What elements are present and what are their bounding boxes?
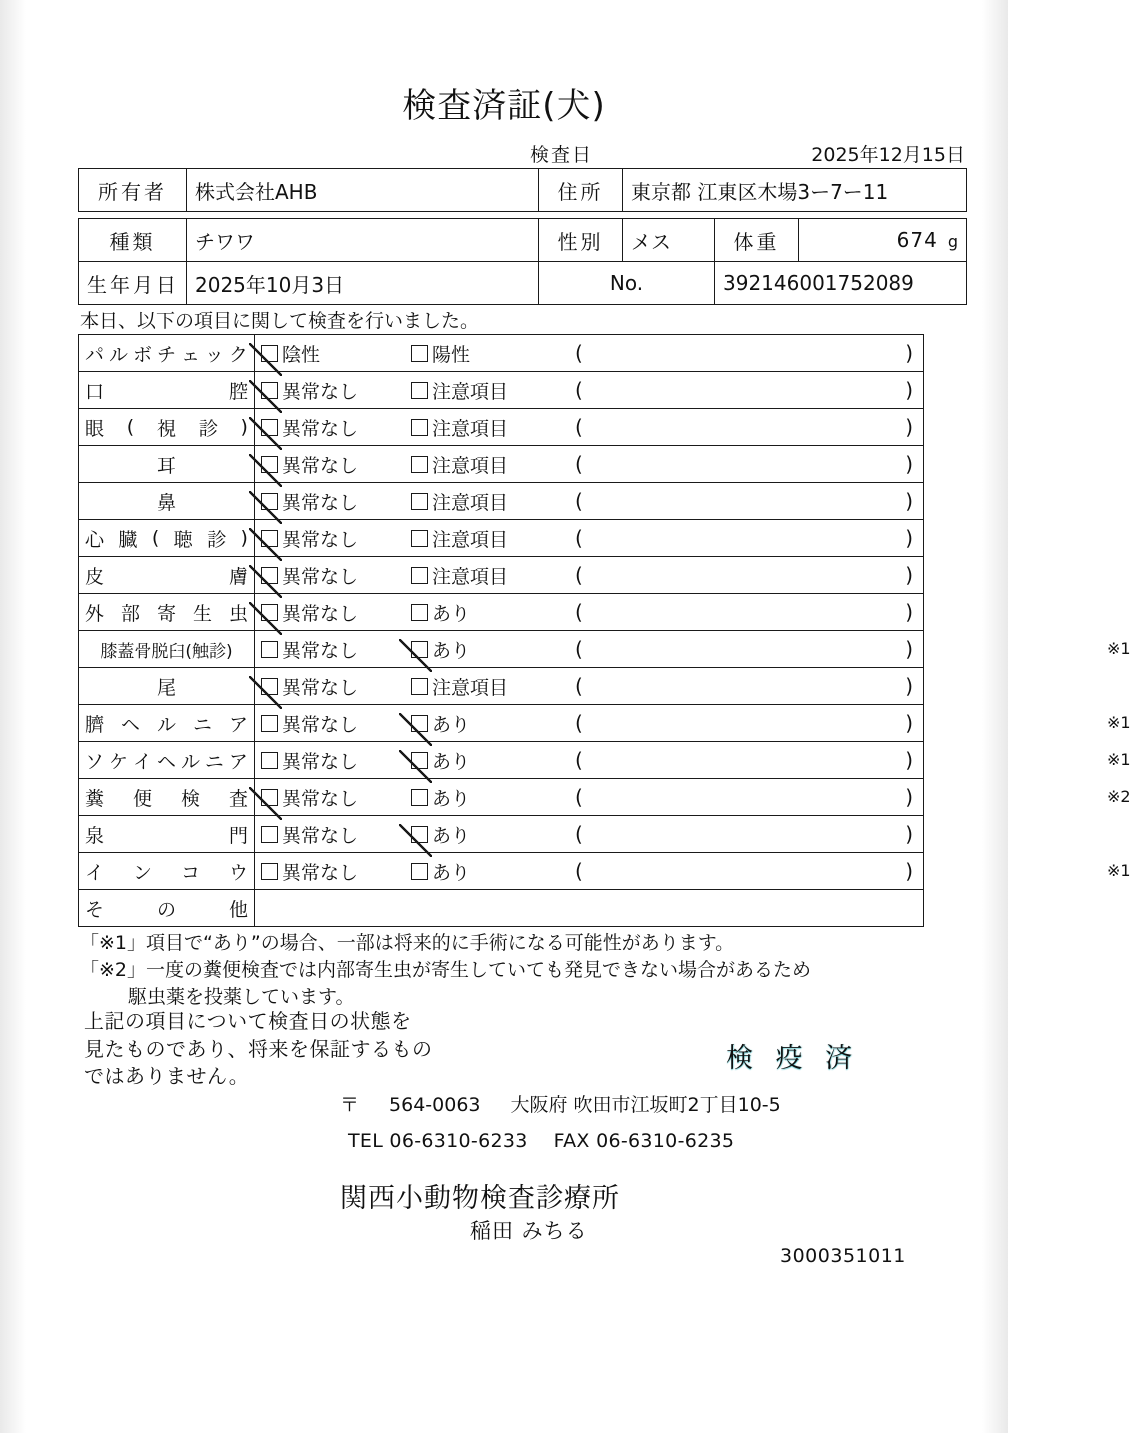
checklist-row-label-cell (79, 372, 255, 409)
checklist-row-label-cell (79, 742, 255, 779)
owner-label: 所有者 (79, 169, 187, 212)
inspection-checklist (78, 334, 1131, 927)
checkbox-option-b[interactable] (411, 414, 561, 441)
checkbox-checked-icon[interactable] (261, 493, 278, 510)
checklist-row (79, 372, 924, 409)
checkbox-option-label: 陰性 (282, 343, 321, 366)
checkbox-option-label: 注意項目 (432, 454, 509, 477)
remark-paren-open: ( (575, 785, 583, 809)
checklist-row-label: ソ ケ イ ヘ ル ニ ア (85, 750, 248, 773)
checklist-row-label-cell (79, 631, 255, 668)
checkbox-option-b[interactable] (411, 858, 561, 885)
remark-paren-close: ) (905, 674, 913, 698)
checkbox-option-label: 異常なし (282, 454, 359, 477)
checklist-row-options-cell (255, 483, 924, 520)
checkbox-option-label: 異常なし (282, 565, 359, 588)
checkbox-option-a[interactable] (261, 488, 411, 515)
remark-paren-close: ) (905, 489, 913, 513)
checkbox-option-label: あり (432, 787, 471, 810)
checklist-row-label-cell (79, 409, 255, 446)
checkbox-option-label: 注意項目 (432, 528, 509, 551)
checklist-row (79, 890, 924, 927)
checklist-row (79, 409, 924, 446)
remark-paren-close: ) (905, 452, 913, 476)
clinic-address (340, 1090, 781, 1117)
checklist-row-options-cell (255, 853, 1131, 890)
postal-code: 564-0063 (389, 1094, 481, 1116)
checkbox-icon[interactable] (411, 493, 428, 510)
checklist-row (79, 816, 924, 853)
checklist-row-label: 泉 門 (85, 824, 248, 847)
exam-date-value: 2025年12月15日 (811, 144, 965, 166)
checkbox-checked-icon[interactable] (261, 419, 278, 436)
address-value: 東京都 江東区木場3ー7ー11 (623, 169, 967, 212)
checkbox-icon[interactable] (411, 419, 428, 436)
checkbox-option-b[interactable] (411, 488, 561, 515)
clinic-tel: TEL 06-6310-6233 (348, 1130, 528, 1152)
checklist-row (79, 779, 924, 816)
remark-paren-open: ( (575, 526, 583, 550)
checkbox-option-a[interactable] (261, 451, 411, 478)
weight-label: 体重 (715, 219, 799, 262)
checkbox-option-label: 異常なし (282, 676, 359, 699)
registration-no-value: 392146001752089 (715, 262, 967, 305)
checkbox-icon[interactable] (411, 382, 428, 399)
remark-paren-open: ( (575, 489, 583, 513)
checkbox-checked-icon[interactable] (261, 456, 278, 473)
veterinarian-name: 稲田 みちる (470, 1219, 588, 1243)
checklist-row (79, 335, 924, 372)
checklist-row-label-cell (79, 446, 255, 483)
disclaimer-line-2: 見たものであり、将来を保証するもの (84, 1036, 433, 1061)
checkbox-option-label: あり (432, 861, 471, 884)
table-row (79, 169, 967, 212)
clinic-contact (348, 1130, 734, 1152)
footnote-marker: ※1 (1107, 861, 1131, 880)
checklist-row-options-cell (255, 779, 1131, 816)
checkbox-option-b[interactable] (411, 673, 561, 700)
checkbox-icon[interactable] (411, 863, 428, 880)
checkbox-option-label: 異常なし (282, 639, 359, 662)
disclaimer-line-1: 上記の項目について検査日の状態を (84, 1009, 412, 1033)
checklist-row (79, 853, 924, 890)
checklist-row (79, 705, 924, 742)
checkbox-option-b[interactable] (411, 784, 561, 811)
remark-paren-close: ) (905, 785, 913, 809)
checkbox-option-label: 異常なし (282, 491, 359, 514)
checklist-row-label-cell (79, 890, 255, 927)
clinic-address-text: 大阪府 吹田市江坂町2丁目10-5 (510, 1094, 781, 1116)
checkbox-option-a[interactable] (261, 784, 411, 811)
checklist-row-label: 心 臓 ( 聴 診 ) (85, 527, 248, 551)
checklist-row (79, 742, 924, 779)
clinic-fax: FAX 06-6310-6235 (553, 1130, 735, 1152)
remark-paren-close: ) (905, 526, 913, 550)
checklist-row-label-cell (79, 483, 255, 520)
checkbox-icon[interactable] (261, 641, 278, 658)
checklist-row (79, 446, 924, 483)
checkbox-option-b[interactable] (411, 636, 561, 663)
weight-unit: g (947, 232, 958, 251)
remark-paren-open: ( (575, 341, 583, 365)
owner-value: 株式会社AHB (187, 169, 539, 212)
checklist-row-label: イ ン コ ウ (85, 861, 248, 884)
checklist-row (79, 594, 924, 631)
birthdate-value: 2025年10月3日 (187, 262, 539, 305)
remark-paren-open: ( (575, 748, 583, 772)
checkbox-checked-icon[interactable] (261, 567, 278, 584)
checklist-row-label: パ ル ボ チ ェ ッ ク (85, 343, 248, 366)
remark-paren-open: ( (575, 563, 583, 587)
checkbox-icon[interactable] (411, 789, 428, 806)
checklist-row-label-cell (79, 520, 255, 557)
remark-paren-close: ) (905, 378, 913, 402)
checkbox-option-a[interactable] (261, 747, 411, 774)
checkbox-option-a[interactable] (261, 562, 411, 589)
checkbox-option-label: 異常なし (282, 417, 359, 440)
footnote-marker: ※2 (1107, 787, 1131, 806)
checklist-row (79, 668, 924, 705)
checkbox-checked-icon[interactable] (411, 826, 428, 843)
checkbox-option-b[interactable] (411, 525, 561, 552)
remark-paren-open: ( (575, 452, 583, 476)
page-title: 検査済証(犬) (402, 86, 606, 126)
checklist-row (79, 631, 924, 668)
birthdate-label: 生年月日 (79, 262, 187, 305)
animal-detail-table (78, 218, 967, 305)
footnote-marker: ※1 (1107, 750, 1131, 769)
checklist-row-label-cell (79, 668, 255, 705)
checkbox-icon[interactable] (411, 604, 428, 621)
checklist-row-label: 耳 (156, 454, 176, 477)
checkbox-option-label: あり (432, 602, 471, 625)
checklist-row-options-cell (255, 816, 924, 853)
table-row (79, 219, 967, 262)
registration-no-label: No. (539, 262, 715, 305)
checkbox-option-label: あり (432, 713, 471, 736)
remark-paren-open: ( (575, 822, 583, 846)
exam-date-label: 検査日 (530, 144, 594, 166)
checkbox-icon[interactable] (261, 752, 278, 769)
footnote-2: 「※2」一度の糞便検査では内部寄生虫が寄生していても発見できない場合があるため (80, 958, 812, 981)
checklist-row-options-cell (255, 890, 924, 927)
footnote-2-cont: 駆虫薬を投薬しています。 (128, 985, 355, 1008)
scan-edge-right (982, 0, 1008, 1433)
footnotes (80, 930, 811, 1011)
checklist-row-options-cell (255, 520, 924, 557)
checkbox-icon[interactable] (411, 345, 428, 362)
checkbox-option-a[interactable] (261, 414, 411, 441)
checklist-row-options-cell (255, 372, 924, 409)
remark-paren-open: ( (575, 378, 583, 402)
checkbox-option-label: 異常なし (282, 861, 359, 884)
checkbox-option-b[interactable] (411, 340, 561, 367)
checkbox-option-a[interactable] (261, 636, 411, 663)
checklist-row-label-cell (79, 335, 255, 372)
checklist-row-label-cell (79, 705, 255, 742)
weight-value-cell (799, 219, 967, 262)
checkbox-icon[interactable] (261, 863, 278, 880)
checklist-row-label: 鼻 (156, 491, 176, 514)
remark-paren-open: ( (575, 600, 583, 624)
footnote-marker: ※1 (1107, 713, 1131, 732)
checkbox-option-a[interactable] (261, 673, 411, 700)
checklist-row-label: そ の 他 (85, 898, 248, 921)
checklist-row-options-cell (255, 409, 924, 446)
remark-paren-close: ) (905, 748, 913, 772)
remark-paren-open: ( (575, 415, 583, 439)
checkbox-option-label: あり (432, 750, 471, 773)
checkbox-checked-icon[interactable] (411, 641, 428, 658)
checklist-row (79, 520, 924, 557)
quarantine-stamp: 検 疫 済 (726, 1043, 860, 1074)
checkbox-option-a[interactable] (261, 858, 411, 885)
checkbox-option-label: あり (432, 639, 471, 662)
checklist-row-label: 臍 ヘ ル ニ ア (85, 713, 248, 736)
checkbox-option-label: 陽性 (432, 343, 471, 366)
checklist-row-options-cell (255, 631, 1131, 668)
checklist-row-options-cell (255, 668, 924, 705)
checklist-row-label: 尾 (156, 676, 176, 699)
checkbox-icon[interactable] (411, 567, 428, 584)
checklist-row (79, 557, 924, 594)
checkbox-option-a[interactable] (261, 340, 411, 367)
checkbox-option-label: 異常なし (282, 528, 359, 551)
checkbox-option-label: 異常なし (282, 602, 359, 625)
checkbox-option-a[interactable] (261, 377, 411, 404)
weight-value: 674 (896, 228, 938, 252)
checkbox-option-label: 異常なし (282, 750, 359, 773)
breed-label: 種類 (79, 219, 187, 262)
checkbox-option-b[interactable] (411, 562, 561, 589)
checkbox-option-label: 異常なし (282, 787, 359, 810)
disclaimer-line-3: ではありません。 (84, 1064, 250, 1089)
sex-value: メス (623, 219, 715, 262)
checklist-row-label: 皮 膚 (85, 565, 248, 588)
checkbox-option-label: あり (432, 824, 471, 847)
checklist-row-options-cell (255, 594, 924, 631)
remark-paren-close: ) (905, 711, 913, 735)
checklist-row (79, 483, 924, 520)
checkbox-option-a[interactable] (261, 525, 411, 552)
remark-paren-close: ) (905, 859, 913, 883)
checkbox-icon[interactable] (411, 678, 428, 695)
sex-label: 性別 (539, 219, 623, 262)
checklist-row-label-cell (79, 557, 255, 594)
remark-paren-close: ) (905, 637, 913, 661)
remark-paren-open: ( (575, 859, 583, 883)
checkbox-checked-icon[interactable] (411, 715, 428, 732)
checkbox-checked-icon[interactable] (261, 789, 278, 806)
lead-in-text: 本日、以下の項目に関して検査を行いました。 (80, 310, 480, 332)
checklist-row-label-cell (79, 853, 255, 890)
checkbox-option-b[interactable] (411, 451, 561, 478)
checklist-row-options-cell (255, 742, 1131, 779)
checkbox-option-label: 異常なし (282, 713, 359, 736)
checkbox-option-b[interactable] (411, 377, 561, 404)
checkbox-checked-icon[interactable] (261, 678, 278, 695)
clinic-name: 関西小動物検査診療所 (340, 1183, 620, 1214)
checkbox-icon[interactable] (411, 456, 428, 473)
owner-table (78, 168, 967, 212)
checklist-row-options-cell (255, 557, 924, 594)
checklist-row-label-cell (79, 779, 255, 816)
postal-symbol: 〒 (340, 1094, 360, 1116)
remark-paren-close: ) (905, 563, 913, 587)
remark-paren-close: ) (905, 341, 913, 365)
checklist-row-options-cell (255, 446, 924, 483)
checkbox-option-label: 注意項目 (432, 491, 509, 514)
checklist-row-label: 膝蓋骨脱臼(触診) (100, 641, 233, 662)
checkbox-option-b[interactable] (411, 821, 561, 848)
remark-paren-close: ) (905, 600, 913, 624)
checkbox-icon[interactable] (411, 530, 428, 547)
checkbox-option-b[interactable] (411, 710, 561, 737)
checkbox-option-b[interactable] (411, 599, 561, 626)
checkbox-option-label: 注意項目 (432, 380, 509, 403)
checklist-row-options-cell (255, 335, 924, 372)
checkbox-checked-icon[interactable] (261, 530, 278, 547)
checkbox-icon[interactable] (261, 826, 278, 843)
checkbox-option-label: 異常なし (282, 380, 359, 403)
checkbox-option-a[interactable] (261, 821, 411, 848)
remark-paren-open: ( (575, 711, 583, 735)
remark-paren-close: ) (905, 415, 913, 439)
footnote-1: 「※1」項目で“あり”の場合、一部は将来的に手術になる可能性があります。 (80, 932, 735, 954)
checklist-row-label: 糞 便 検 査 (85, 787, 248, 810)
checklist-row-label: 外 部 寄 生 虫 (85, 602, 248, 625)
checkbox-option-a[interactable] (261, 599, 411, 626)
checkbox-checked-icon[interactable] (261, 345, 278, 362)
exam-date-row (530, 140, 965, 167)
checkbox-option-b[interactable] (411, 747, 561, 774)
disclaimer-text (84, 1008, 433, 1091)
checkbox-option-label: 注意項目 (432, 676, 509, 699)
scan-edge-left (0, 0, 26, 1433)
checkbox-option-label: 異常なし (282, 824, 359, 847)
checkbox-option-a[interactable] (261, 710, 411, 737)
checkbox-checked-icon[interactable] (411, 752, 428, 769)
remark-paren-close: ) (905, 822, 913, 846)
checkbox-icon[interactable] (261, 715, 278, 732)
remark-paren-open: ( (575, 637, 583, 661)
checklist-row-label-cell (79, 816, 255, 853)
checkbox-checked-icon[interactable] (261, 604, 278, 621)
document-reference-number: 3000351011 (780, 1245, 906, 1267)
footnote-marker: ※1 (1107, 639, 1131, 658)
checklist-row-label: 口 腔 (85, 380, 248, 403)
checkbox-option-label: 注意項目 (432, 417, 509, 440)
breed-value: チワワ (187, 219, 539, 262)
checklist-row-label-cell (79, 594, 255, 631)
table-row (79, 262, 967, 305)
checkbox-option-label: 注意項目 (432, 565, 509, 588)
remark-paren-open: ( (575, 674, 583, 698)
checklist-row-label: 眼 ( 視 診 ) (85, 416, 248, 440)
checklist-row-options-cell (255, 705, 1131, 742)
address-label: 住所 (539, 169, 623, 212)
checkbox-checked-icon[interactable] (261, 382, 278, 399)
